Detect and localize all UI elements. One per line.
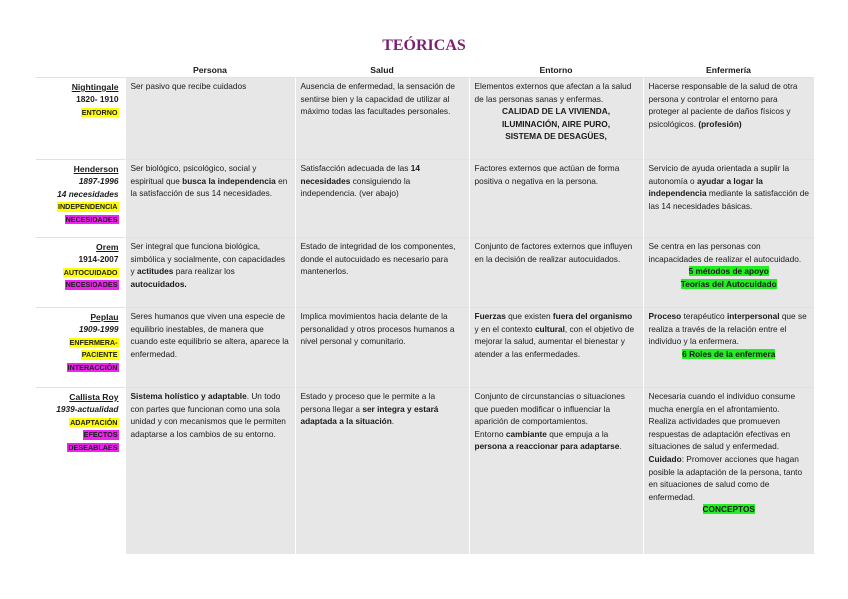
cell-text: Conjunto de circunstancias o situaciones que pueden modificar o influenciar la aparición de comportamientos. (474, 391, 625, 427)
cell-salud (295, 78, 469, 160)
cell-bold-text: (profesión) (698, 118, 742, 129)
cell-text: Entorno (474, 428, 504, 439)
cell-bold-text: fuera del organismo (552, 311, 633, 321)
theorist-note: 14 necesidades (57, 188, 119, 199)
tag-magenta: INTERACCIÓN (67, 362, 118, 372)
cell-text: Necesaria cuando el individuo consume mucha energía en el afrontamiento. (648, 391, 796, 414)
cell-persona (125, 78, 295, 160)
cell-text: : Promover acciones que hagan posible la adaptación de la persona, tanto en situaciones de salud como de enfermedad. (648, 453, 803, 502)
tag-yellow: PACIENTE (81, 350, 118, 360)
cell-text: . (391, 416, 395, 427)
cell-text: Elementos externos que afectan a la salud de las personas sanas y enfermas. (474, 81, 632, 104)
cell-entorno (469, 78, 643, 160)
cell-bold-text: busca la independencia (182, 175, 276, 186)
green-label-text: 5 métodos de apoyo (688, 266, 769, 277)
cell-entorno (469, 388, 643, 554)
cell-text: Hacerse responsable de la salud de otra persona y controlar el entorno para proteger al paciente de daños físicos y psicológicos. (648, 81, 798, 129)
cell-bold-text: ser integra y estará adaptada a la situación (300, 403, 439, 427)
cell-text: para realizar los (175, 266, 235, 277)
green-label-text: Teorías del Autocuidado (680, 278, 777, 289)
cell-entorno (469, 238, 643, 308)
header-enfermeria: Enfermería (706, 64, 751, 75)
cell-bold-text: Cuidado (648, 453, 682, 464)
theorist-cell-henderson (36, 160, 125, 238)
theorist-name: Nightingale (71, 82, 119, 92)
cell-persona (125, 388, 295, 554)
green-label-text: CONCEPTOS (702, 504, 755, 515)
tag-yellow: ADAPTACIÓN (70, 417, 118, 427)
theorist-name: Henderson (73, 164, 119, 174)
tag-magenta: NECESIDADES (65, 214, 118, 224)
cell-text: Seres humanos que viven una especie de equilibrio inestables, de manera que cuando este equilibrio se altera, aparece la enfermedad. (130, 311, 289, 359)
theorist-name: Callista Roy (69, 392, 119, 402)
cell-text: . (619, 441, 622, 452)
cell-text: Ser integral que funciona biológica, simbólica y socialmente, con capacidades y (130, 241, 285, 277)
page-title: TEÓRICAS (382, 37, 466, 54)
cell-bold-text: autocuidados. (130, 278, 187, 289)
cell-bold-text: cultural (534, 323, 565, 334)
cell-enfermeria (643, 238, 814, 308)
theorist-cell-orem (36, 238, 125, 308)
cell-text: Ser biológico, psicológico, social y espiritual que (130, 163, 257, 186)
green-label (649, 265, 810, 278)
cell-bold-text: ayudar a logar la independencia (648, 175, 763, 199)
cell-enfermeria (643, 160, 814, 238)
theorist-years: 1939-actualidad (56, 404, 119, 415)
theorist-name: Orem (96, 242, 119, 252)
tag-yellow: AUTOCUIDADO (63, 267, 118, 277)
cell-text: Se centra en las personas con incapacidades de realizar el autocuidado. (648, 241, 802, 264)
header-blank (36, 63, 125, 78)
cell-persona (125, 308, 295, 388)
theorist-cell-nightingale (36, 78, 125, 160)
cell-text: Estado y proceso que le permite a la persona llegar a (300, 391, 436, 414)
cell-text: . Un todo con partes que funcionan como una sola unidad y con mecanismos que le permiten adaptarse a los cambios de su entorno. (130, 391, 286, 439)
cell-text: Conjunto de factores externos que influyen en la decisión de realizar autocuidados. (474, 241, 633, 264)
table-row-nightingale (36, 78, 814, 160)
table-row-roy (36, 388, 814, 554)
cell-text: Estado de integridad de los componentes, donde el autocuidado es necesario para mantenerlos. (300, 241, 456, 277)
cell-text: que se realiza a través de la relación entre el individuo y la enfermera. (648, 311, 807, 347)
header-row (36, 63, 814, 78)
cell-bold-text: Sistema holístico y adaptable (130, 391, 247, 401)
green-label (649, 278, 810, 291)
cell-text: en la satisfacción de sus 14 necesidades. (130, 175, 288, 199)
cell-enfermeria (643, 388, 814, 554)
theorist-years: 1897-1996 (78, 176, 119, 187)
tag-magenta: EFECTOS (83, 430, 118, 440)
cell-entorno (469, 160, 643, 238)
cell-text: Satisfacción adecuada de las (300, 163, 409, 173)
cell-text: , con el objetivo de mejorar la salud, aumentar el bienestar y atender a las enfermedades. (474, 323, 635, 359)
cell-text: consiguiendo la independencia. (ver abajo) (300, 175, 411, 199)
theorist-years: 1909-1999 (78, 324, 119, 335)
header-persona: Persona (193, 64, 227, 75)
cell-text: Ser pasivo que recibe cuidados (130, 81, 247, 91)
cell-bold-text: persona a reaccionar para adaptarse (474, 441, 620, 452)
green-label (649, 348, 810, 361)
cell-text: Servicio de ayuda orientada a suplir la autonomía o (648, 163, 790, 186)
tag-magenta: NECESIDADES (65, 280, 118, 290)
theories-table (36, 63, 814, 554)
theorist-cell-peplau (36, 308, 125, 388)
cell-bold-text: CALIDAD DE LA VIVIENDA, ILUMINACIÓN, AIRE PURO, SISTEMA DE DESAGÜES, (501, 106, 611, 142)
tag-yellow: ENFERMERA- (69, 337, 118, 347)
theorist-years: 1914-2007 (78, 254, 119, 265)
cell-text: Realiza actividades que promueven respuestas de adaptación efectivas en situaciones de salud y enfermedad. (648, 416, 791, 452)
cell-salud (295, 388, 469, 554)
cell-text: terapéutico (683, 311, 725, 321)
cell-salud (295, 160, 469, 238)
cell-text: mediante la satisfacción de las 14 necesidades básicas. (648, 188, 809, 211)
header-salud: Salud (370, 64, 394, 75)
cell-salud (295, 308, 469, 388)
cell-enfermeria (643, 78, 814, 160)
table-row-henderson (36, 160, 814, 238)
green-label-text: 6 Roles de la enfermera (682, 348, 776, 359)
table-row-peplau (36, 308, 814, 388)
cell-text: Ausencia de enfermedad, la sensación de sentirse bien y la capacidad de utilizar al máximo todas las facultades personales. (300, 81, 456, 117)
cell-salud (295, 238, 469, 308)
cell-text: y en el contexto (474, 323, 533, 334)
cell-entorno (469, 308, 643, 388)
cell-persona (125, 160, 295, 238)
cell-bold-text: 14 necesidades (300, 163, 420, 186)
cell-enfermeria (643, 308, 814, 388)
table-row-orem (36, 238, 814, 308)
cell-text: que empuja a la (549, 428, 609, 439)
cell-bold-text: cambiante (505, 428, 547, 439)
cell-bold-text: interpersonal (726, 311, 780, 321)
theorist-name: Peplau (90, 312, 119, 322)
header-entorno: Entorno (539, 64, 573, 75)
cell-persona (125, 238, 295, 308)
tag-yellow: INDEPENDENCIA (57, 202, 118, 212)
green-label (649, 503, 810, 516)
cell-text: Implica movimientos hacia delante de la personalidad y otros procesos humanos a nivel personal y comunitario. (300, 311, 455, 347)
cell-bold-text: Fuerzas (474, 311, 506, 321)
tag-yellow: ENTORNO (81, 107, 118, 117)
cell-bold-text: Proceso (648, 311, 682, 321)
cell-bold-text: actitudes (136, 266, 174, 277)
cell-text: Factores externos que actúan de forma positiva o negativa en la persona. (474, 163, 620, 186)
theorist-years: 1820- 1910 (76, 94, 119, 105)
theorist-cell-roy (36, 388, 125, 554)
cell-text: que existen (508, 311, 551, 321)
tag-magenta: DESEABLAES (68, 442, 118, 452)
